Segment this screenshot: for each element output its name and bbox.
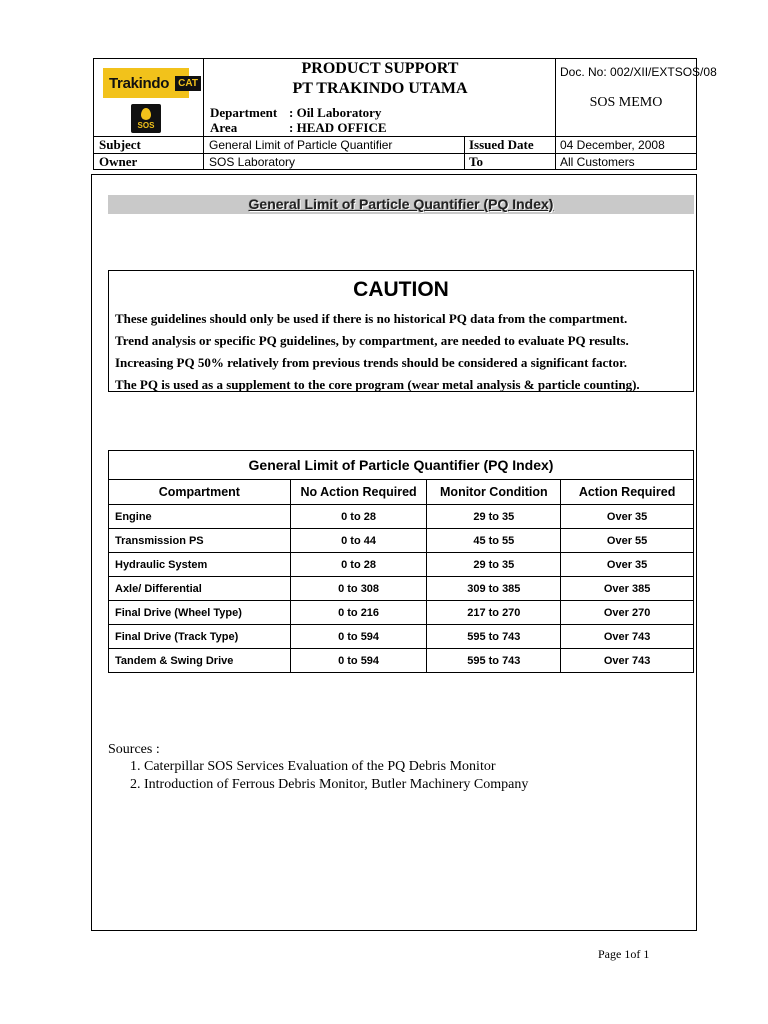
caution-title: CAUTION bbox=[353, 278, 449, 301]
table-row bbox=[109, 553, 694, 577]
page-number: Page 1of 1 bbox=[598, 947, 650, 961]
to-value: All Customers bbox=[560, 155, 635, 169]
table-cell: Axle/ Differential bbox=[109, 577, 291, 601]
table-row bbox=[109, 505, 694, 529]
department-value: : Oil Laboratory bbox=[289, 105, 382, 120]
table-cell: 595 to 743 bbox=[427, 649, 561, 673]
to-label: To bbox=[469, 154, 483, 169]
issued-date-value: 04 December, 2008 bbox=[560, 138, 665, 152]
table-cell: 29 to 35 bbox=[427, 553, 561, 577]
sos-logo bbox=[131, 104, 161, 133]
column-header-compartment: Compartment bbox=[109, 480, 291, 505]
header-title-line1: PRODUCT SUPPORT bbox=[301, 60, 459, 77]
header-col-line bbox=[464, 136, 465, 169]
banner-title: General Limit of Particle Quantifier (PQ Index) bbox=[248, 196, 554, 212]
source-item: 2. Introduction of Ferrous Debris Monitor, Butler Machinery Company bbox=[130, 777, 529, 792]
table-row bbox=[109, 577, 694, 601]
header-row-line bbox=[93, 136, 697, 137]
table-cell: Over 35 bbox=[561, 505, 694, 529]
header-title-line2: PT TRAKINDO UTAMA bbox=[292, 80, 468, 97]
caution-line: These guidelines should only be used if there is no historical PQ data from the compartment. bbox=[115, 311, 628, 326]
table-cell: 0 to 44 bbox=[290, 529, 427, 553]
sources-label: Sources : bbox=[108, 742, 160, 757]
table-cell: Over 743 bbox=[561, 649, 694, 673]
table-cell: Hydraulic System bbox=[109, 553, 291, 577]
oil-drop-icon bbox=[141, 108, 151, 120]
table-cell: Transmission PS bbox=[109, 529, 291, 553]
header-border-bottom bbox=[93, 169, 697, 170]
header-border-top bbox=[93, 58, 697, 59]
table-cell: Over 743 bbox=[561, 625, 694, 649]
table-cell: Over 270 bbox=[561, 601, 694, 625]
table-cell: 0 to 594 bbox=[290, 625, 427, 649]
column-header-monitor: Monitor Condition bbox=[427, 480, 561, 505]
table-cell: 595 to 743 bbox=[427, 625, 561, 649]
trakindo-logo bbox=[103, 68, 198, 98]
department-label: Department bbox=[210, 105, 278, 120]
table-cell: 0 to 28 bbox=[290, 505, 427, 529]
owner-label: Owner bbox=[99, 154, 138, 169]
table-cell: 0 to 28 bbox=[290, 553, 427, 577]
table-cell: Engine bbox=[109, 505, 291, 529]
caution-line: Increasing PQ 50% relatively from previous trends should be considered a significant factor. bbox=[115, 355, 627, 370]
subject-label: Subject bbox=[99, 137, 141, 152]
table-row bbox=[109, 601, 694, 625]
table-cell: Over 55 bbox=[561, 529, 694, 553]
header-row-line bbox=[93, 153, 697, 154]
table-cell: Final Drive (Track Type) bbox=[109, 625, 291, 649]
table-cell: 0 to 216 bbox=[290, 601, 427, 625]
caution-line: The PQ is used as a supplement to the core program (wear metal analysis & particle counting). bbox=[115, 377, 640, 392]
pq-limit-table bbox=[108, 450, 694, 673]
owner-value: SOS Laboratory bbox=[209, 155, 296, 169]
doc-number: Doc. No: 002/XII/EXTSOS/08 bbox=[560, 65, 717, 79]
cat-logo-text: CAT bbox=[175, 76, 201, 91]
subject-value: General Limit of Particle Quantifier bbox=[209, 138, 393, 152]
area-value: : HEAD OFFICE bbox=[289, 120, 387, 135]
table-cell: Over 385 bbox=[561, 577, 694, 601]
issued-date-label: Issued Date bbox=[469, 137, 534, 152]
table-cell: 217 to 270 bbox=[427, 601, 561, 625]
source-item: 1. Caterpillar SOS Services Evaluation of the PQ Debris Monitor bbox=[130, 759, 496, 774]
table-cell: 29 to 35 bbox=[427, 505, 561, 529]
table-cell: 0 to 308 bbox=[290, 577, 427, 601]
table-row bbox=[109, 625, 694, 649]
table-cell: 0 to 594 bbox=[290, 649, 427, 673]
trakindo-logo-text: Trakindo bbox=[109, 74, 170, 92]
table-cell: Over 35 bbox=[561, 553, 694, 577]
area-label: Area bbox=[210, 120, 238, 135]
column-header-no-action: No Action Required bbox=[290, 480, 427, 505]
table-cell: Tandem & Swing Drive bbox=[109, 649, 291, 673]
table-row bbox=[109, 529, 694, 553]
table-cell: Final Drive (Wheel Type) bbox=[109, 601, 291, 625]
table-cell: 45 to 55 bbox=[427, 529, 561, 553]
column-header-action: Action Required bbox=[561, 480, 694, 505]
table-title: General Limit of Particle Quantifier (PQ Index) bbox=[109, 451, 694, 480]
table-cell: 309 to 385 bbox=[427, 577, 561, 601]
memo-type: SOS MEMO bbox=[589, 95, 663, 110]
table-row bbox=[109, 649, 694, 673]
sos-logo-text: SOS bbox=[137, 120, 155, 130]
caution-line: Trend analysis or specific PQ guidelines, by compartment, are needed to evaluate PQ results. bbox=[115, 333, 629, 348]
